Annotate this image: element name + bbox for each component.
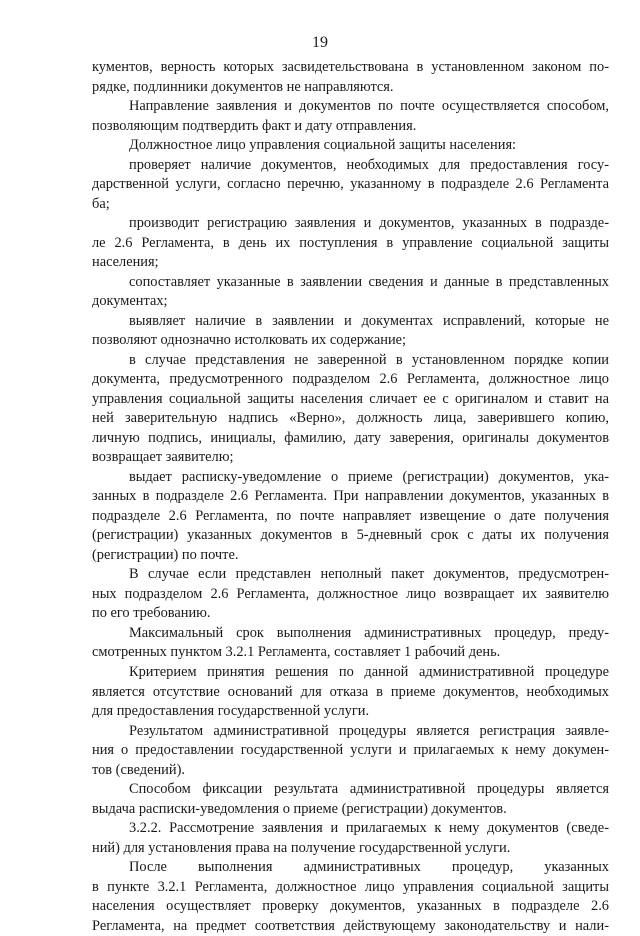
text-line: выдает расписку-уведомление о приеме (регистрации) документов, ука- — [129, 468, 609, 485]
text-line: проверяет наличие документов, необходимых для предоставления госу- — [129, 156, 609, 173]
text-line: В случае если представлен неполный пакет документов, предусмотрен- — [129, 566, 609, 583]
text-line: Направление заявления и документов по почте осуществляется способом, — [129, 98, 609, 115]
text-line: ней заверительную надпись «Верно», должность лица, заверившего копию, — [92, 410, 609, 427]
text-line: выдача расписки-уведомления о приеме (регистрации) документов. — [92, 800, 507, 817]
text-line: сопоставляет указанные в заявлении сведения и данные в представленных — [129, 273, 609, 290]
text-line: управления социальной защиты населения сличает ее с оригиналом и ставит на — [92, 390, 609, 407]
text-line: является отсутствие оснований для отказа в приеме документов, необходимых — [92, 683, 609, 700]
text-line: Максимальный срок выполнения административных процедур, преду- — [129, 624, 609, 641]
text-line: позволяют однозначно истолковать их содержание; — [92, 332, 407, 349]
text-line: 3.2.2. Рассмотрение заявления и прилагаемых к нему документов (сведе- — [129, 820, 609, 837]
text-line: дарственной услуги, согласно перечню, указанному в подразделе 2.6 Регламента — [92, 176, 609, 193]
text-line: населения; — [92, 254, 159, 271]
text-line: занных в подразделе 2.6 Регламента. При направлении документов, указанных в — [92, 488, 609, 505]
text-line: документах; — [92, 293, 168, 310]
text-line: для предоставления государственной услуги. — [92, 703, 370, 720]
text-line: тов (сведений). — [92, 761, 185, 778]
document-body — [92, 58, 609, 936]
text-line: ле 2.6 Регламента, в день их поступления в управление социальной защиты — [92, 234, 609, 251]
text-line: производит регистрацию заявления и документов, указанных в подразде- — [129, 215, 609, 232]
text-line: Регламента, на предмет соответствия действующему законодательству и нали- — [92, 917, 609, 934]
text-line: Критерием принятия решения по данной административной процедуре — [129, 663, 609, 680]
text-line: в случае представления не заверенной в установленном порядке копии — [129, 351, 609, 368]
text-line: по его требованию. — [92, 605, 211, 622]
text-line: (регистрации) по почте. — [92, 546, 239, 563]
text-line: После выполнения административных процедур, указанных — [129, 859, 609, 876]
text-line: (регистрации) указанных документов в 5-дневный срок с даты их получения — [92, 527, 609, 544]
text-line: личную подпись, инициалы, фамилию, дату заверения, оригиналы документов — [92, 429, 609, 446]
text-line: позволяющим подтвердить факт и дату отправления. — [92, 117, 417, 134]
text-line: Должностное лицо управления социальной защиты населения: — [129, 137, 517, 154]
text-line: подразделе 2.6 Регламента, по почте направляет извещение о дате получения — [92, 507, 609, 524]
text-line: возвращает заявителю; — [92, 449, 234, 466]
text-line: ба; — [92, 195, 110, 212]
text-line: ния о предоставлении государственной услуги и прилагаемых к нему докумен- — [92, 742, 609, 759]
text-line: Результатом административной процедуры является регистрация заявле- — [129, 722, 609, 739]
text-line: смотренных пунктом 3.2.1 Регламента, составляет 1 рабочий день. — [92, 644, 501, 661]
text-line: выявляет наличие в заявлении и документах исправлений, которые не — [129, 312, 609, 329]
text-line: ний) для установления права на получение государственной услуги. — [92, 839, 511, 856]
text-line: населения осуществляет проверку документов, указанных в подразделе 2.6 — [92, 898, 609, 915]
text-line: документа, предусмотренного подразделом 2.6 Регламента, должностное лицо — [92, 371, 609, 388]
text-line: Способом фиксации результата административной процедуры является — [129, 781, 609, 798]
page-number: 19 — [312, 34, 328, 51]
text-line: рядке, подлинники документов не направляются. — [92, 78, 394, 95]
text-line: кументов, верность которых засвидетельствована в установленном законом по- — [92, 59, 609, 75]
text-line: ных подразделом 2.6 Регламента, должностное лицо возвращает их заявителю — [92, 585, 609, 602]
text-line: в пункте 3.2.1 Регламента, должностное лицо управления социальной защиты — [92, 878, 609, 895]
